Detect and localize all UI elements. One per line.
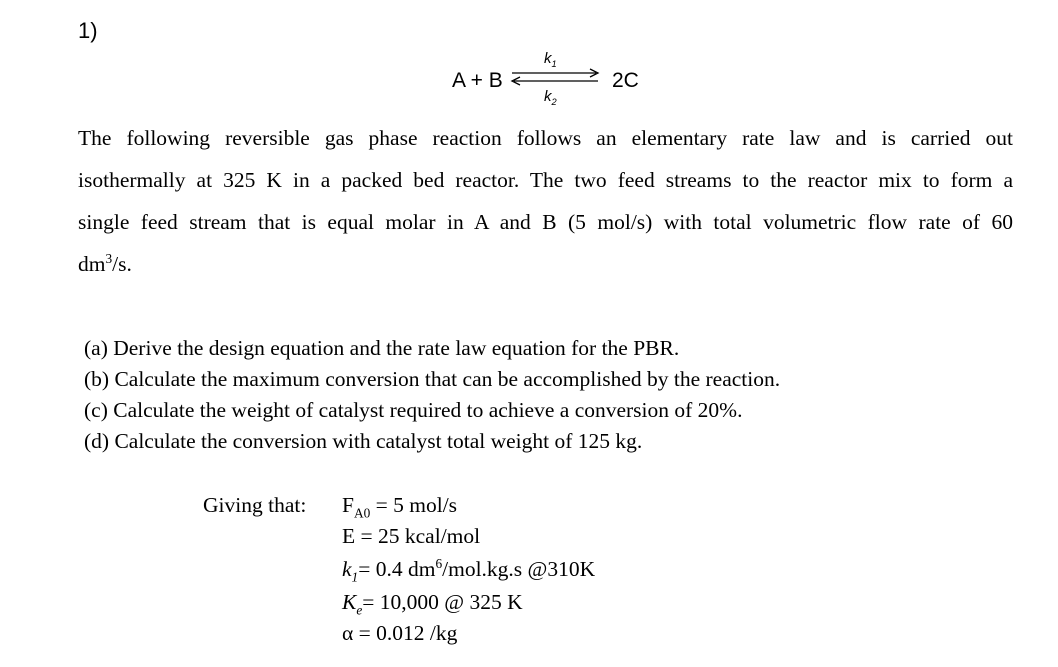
equilibrium-arrows [508,66,602,88]
question-d: (d) Calculate the conversion with catalyst total weight of 125 kg. [84,429,643,453]
question-a: (a) Derive the design equation and the rate law equation for the PBR. [84,336,680,360]
reverse-rate-constant: $k_2$ [544,88,557,107]
given-activation-energy: E = 25 kcal/mol [342,524,481,548]
given-alpha: α = 0.012 /kg [342,621,458,645]
reaction-reactants: A + B [452,69,503,92]
paragraph-line-3: single feed stream that is equal molar in A and B (5 mol/s) with total volumetric flow rate of 60 [78,210,1013,234]
reaction-product: 2C [612,69,639,92]
given-k1: $k_1= 0.4$ $dm^6/mol.kg.s$ @310K [342,555,596,585]
paragraph-line-2: isothermally at 325 K in a packed bed reactor. The two feed streams to the reactor mix to form a [78,168,1013,192]
given-ke: $K_e= 10,000$ @ 325 K [342,590,523,618]
problem-number: 1) [78,18,98,43]
paragraph-line-4: $dm^3/s$. [78,250,132,276]
question-b: (b) Calculate the maximum conversion that can be accomplished by the reaction. [84,367,781,391]
given-fa0: $F_{A0} = 5$ mol/s [342,493,458,521]
question-c: (c) Calculate the weight of catalyst required to achieve a conversion of 20%. [84,398,743,422]
forward-rate-constant: $k_1$ [544,50,557,69]
paragraph-line-1: The following reversible gas phase reaction follows an elementary rate law and is carried out [78,126,1013,150]
given-label: Giving that: [203,493,307,517]
